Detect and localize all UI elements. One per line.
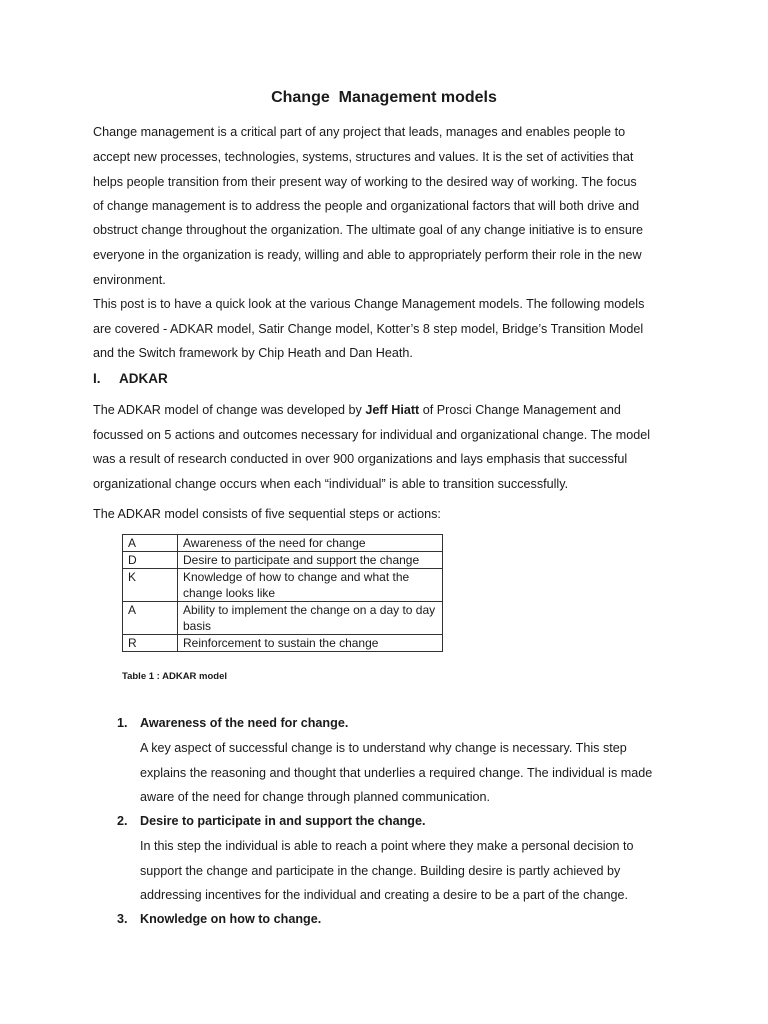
table-row — [123, 535, 443, 552]
section-heading — [93, 371, 168, 386]
table-row — [123, 569, 443, 602]
intro-line: accept new processes, technologies, systems, structures and values. It is the set of activities that — [93, 150, 634, 164]
table-cell-letter: D — [123, 552, 178, 569]
table-row — [123, 635, 443, 652]
table-cell-text: Ability to implement the change on a day to day basis — [178, 602, 443, 635]
list-item-line: In this step the individual is able to reach a point where they make a personal decision to — [140, 839, 634, 853]
adkar-para-line — [93, 402, 621, 418]
intro-line: of change management is to address the people and organizational factors that will both drive and — [93, 199, 640, 213]
intro-line: are covered - ADKAR model, Satir Change model, Kotter’s 8 step model, Bridge’s Transition Model — [93, 322, 644, 336]
list-item-title: Knowledge on how to change. — [140, 912, 322, 926]
section-number: I. — [93, 371, 101, 386]
table-caption: Table 1 : ADKAR model — [122, 671, 228, 682]
list-item-heading — [117, 814, 426, 828]
intro-line: This post is to have a quick look at the various Change Management models. The following models — [93, 297, 645, 311]
intro-line: and the Switch framework by Chip Heath and Dan Heath. — [93, 346, 413, 360]
list-item-title: Desire to participate in and support the change. — [140, 814, 426, 828]
table-cell-text: Desire to participate and support the change — [178, 552, 443, 569]
intro-line: obstruct change throughout the organization. The ultimate goal of any change initiative is to ensure — [93, 223, 644, 237]
adkar-table — [122, 534, 443, 652]
document-title: Change Management models — [271, 89, 497, 106]
adkar-para-line: organizational change occurs when each “individual” is able to transition successfully. — [93, 477, 569, 491]
list-item-title: Awareness of the need for change. — [140, 716, 349, 730]
table-cell-letter: A — [123, 602, 178, 635]
list-item-number: 3. — [117, 912, 128, 926]
list-item-number: 2. — [117, 814, 128, 828]
list-item-line: explains the reasoning and thought that underlies a required change. The individual is made — [140, 766, 653, 780]
section-title: ADKAR — [119, 371, 168, 386]
author-name: Jeff Hiatt — [365, 403, 420, 417]
table-cell-text: Knowledge of how to change and what the change looks like — [178, 569, 443, 602]
table-cell-letter: K — [123, 569, 178, 602]
adkar-para-line: focussed on 5 actions and outcomes necessary for individual and organizational change. The model — [93, 428, 651, 442]
table-row — [123, 602, 443, 635]
table-row — [123, 552, 443, 569]
table-cell-letter: R — [123, 635, 178, 652]
intro-line: environment. — [93, 273, 166, 287]
table-cell-text: Reinforcement to sustain the change — [178, 635, 443, 652]
list-item-number: 1. — [117, 716, 128, 730]
steps-intro: The ADKAR model consists of five sequential steps or actions: — [93, 507, 441, 521]
list-item-heading — [117, 716, 348, 730]
adkar-para-line: was a result of research conducted in over 900 organizations and lays emphasis that successful — [93, 452, 628, 466]
list-item-line: aware of the need for change through planned communication. — [140, 790, 491, 804]
adkar-para-text: The ADKAR model of change was developed by — [93, 403, 366, 417]
intro-line: helps people transition from their present way of working to the desired way of working. The focus — [93, 175, 637, 189]
intro-line: everyone in the organization is ready, willing and able to appropriately perform their role in the new — [93, 248, 642, 262]
list-item-line: support the change and participate in the change. Building desire is partly achieved by — [140, 864, 621, 878]
list-item-heading — [117, 912, 321, 926]
table-cell-text: Awareness of the need for change — [178, 535, 443, 552]
list-item-line: addressing incentives for the individual and creating a desire to be a part of the change. — [140, 888, 628, 902]
list-item-line: A key aspect of successful change is to understand why change is necessary. This step — [140, 741, 627, 755]
adkar-para-text: of Prosci Change Management and — [419, 403, 621, 417]
intro-line: Change management is a critical part of any project that leads, manages and enables people to — [93, 125, 626, 139]
table-cell-letter: A — [123, 535, 178, 552]
